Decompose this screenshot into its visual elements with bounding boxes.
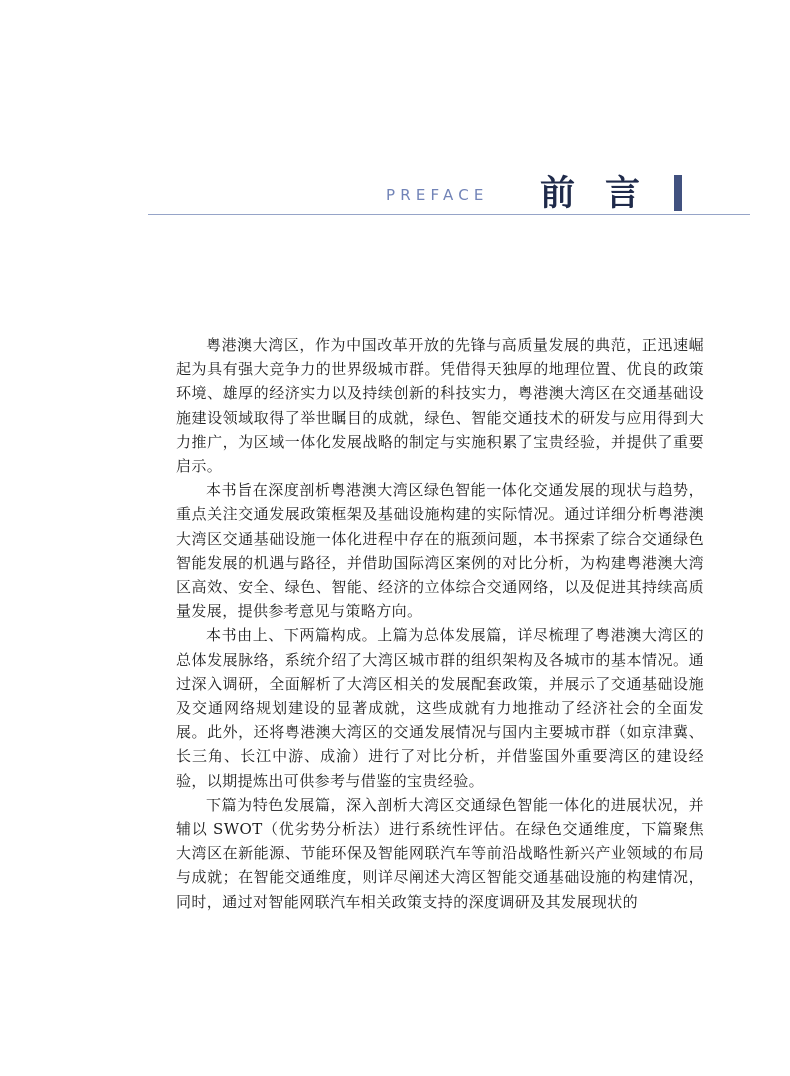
header-rule: [148, 214, 750, 215]
paragraph: 粤港澳大湾区，作为中国改革开放的先锋与高质量发展的典范，正迅速崛起为具有强大竞争力的世界级城市群。凭借得天独厚的地理位置、优良的政策环境、雄厚的经济实力以及持续创新的科技实力，粤港澳大湾区在交通基础设施建设领域取得了举世瞩目的成就，绿色、智能交通技术的研发与应用得到大力推广，为区域一体化发展战略的制定与实施积累了宝贵经验，并提供了重要启示。: [176, 336, 704, 476]
paragraph: 本书由上、下两篇构成。上篇为总体发展篇，详尽梳理了粤港澳大湾区的总体发展脉络，系统介绍了大湾区城市群的组织架构及各城市的基本情况。通过深入调研，全面解析了大湾区相关的发展配套政策，并展示了交通基础设施及交通网络规划建设的显著成就，这些成就有力地推动了经济社会的全面发展。此外，还将粤港澳大湾区的交通发展情况与国内主要城市群（如京津冀、长三角、长江中游、成渝）进行了对比分析，并借鉴国外重要湾区的建设经验，以期提炼出可供参考与借鉴的宝贵经验。: [176, 626, 704, 790]
title-accent-bar: [674, 175, 682, 211]
paragraph: 下篇为特色发展篇，深入剖析大湾区交通绿色智能一体化的进展状况，并辅以 SWOT（优劣势分析法）进行系统性评估。在绿色交通维度，下篇聚焦大湾区在新能源、节能环保及智能网联汽车等前沿战略性新兴产业领域的布局与成就；在智能交通维度，则详尽阐述大湾区智能交通基础设施的构建情况，同时，通过对智能网联汽车相关政策支持的深度调研及其发展现状的: [176, 795, 704, 911]
preface-label: PREFACE: [386, 186, 489, 204]
chapter-title: 前言: [540, 174, 671, 214]
paragraph: 本书旨在深度剖析粤港澳大湾区绿色智能一体化交通发展的现状与趋势，重点关注交通发展政策框架及基础设施构建的实际情况。通过详细分析粤港澳大湾区交通基础设施一体化进程中存在的瓶颈问题，本书探索了综合交通绿色智能发展的机遇与路径，并借助国际湾区案例的对比分析，为构建粤港澳大湾区高效、安全、绿色、智能、经济的立体综合交通网络，以及促进其持续高质量发展，提供参考意见与策略方向。: [176, 481, 704, 621]
page-header: [0, 0, 790, 230]
body-text: [176, 333, 704, 914]
